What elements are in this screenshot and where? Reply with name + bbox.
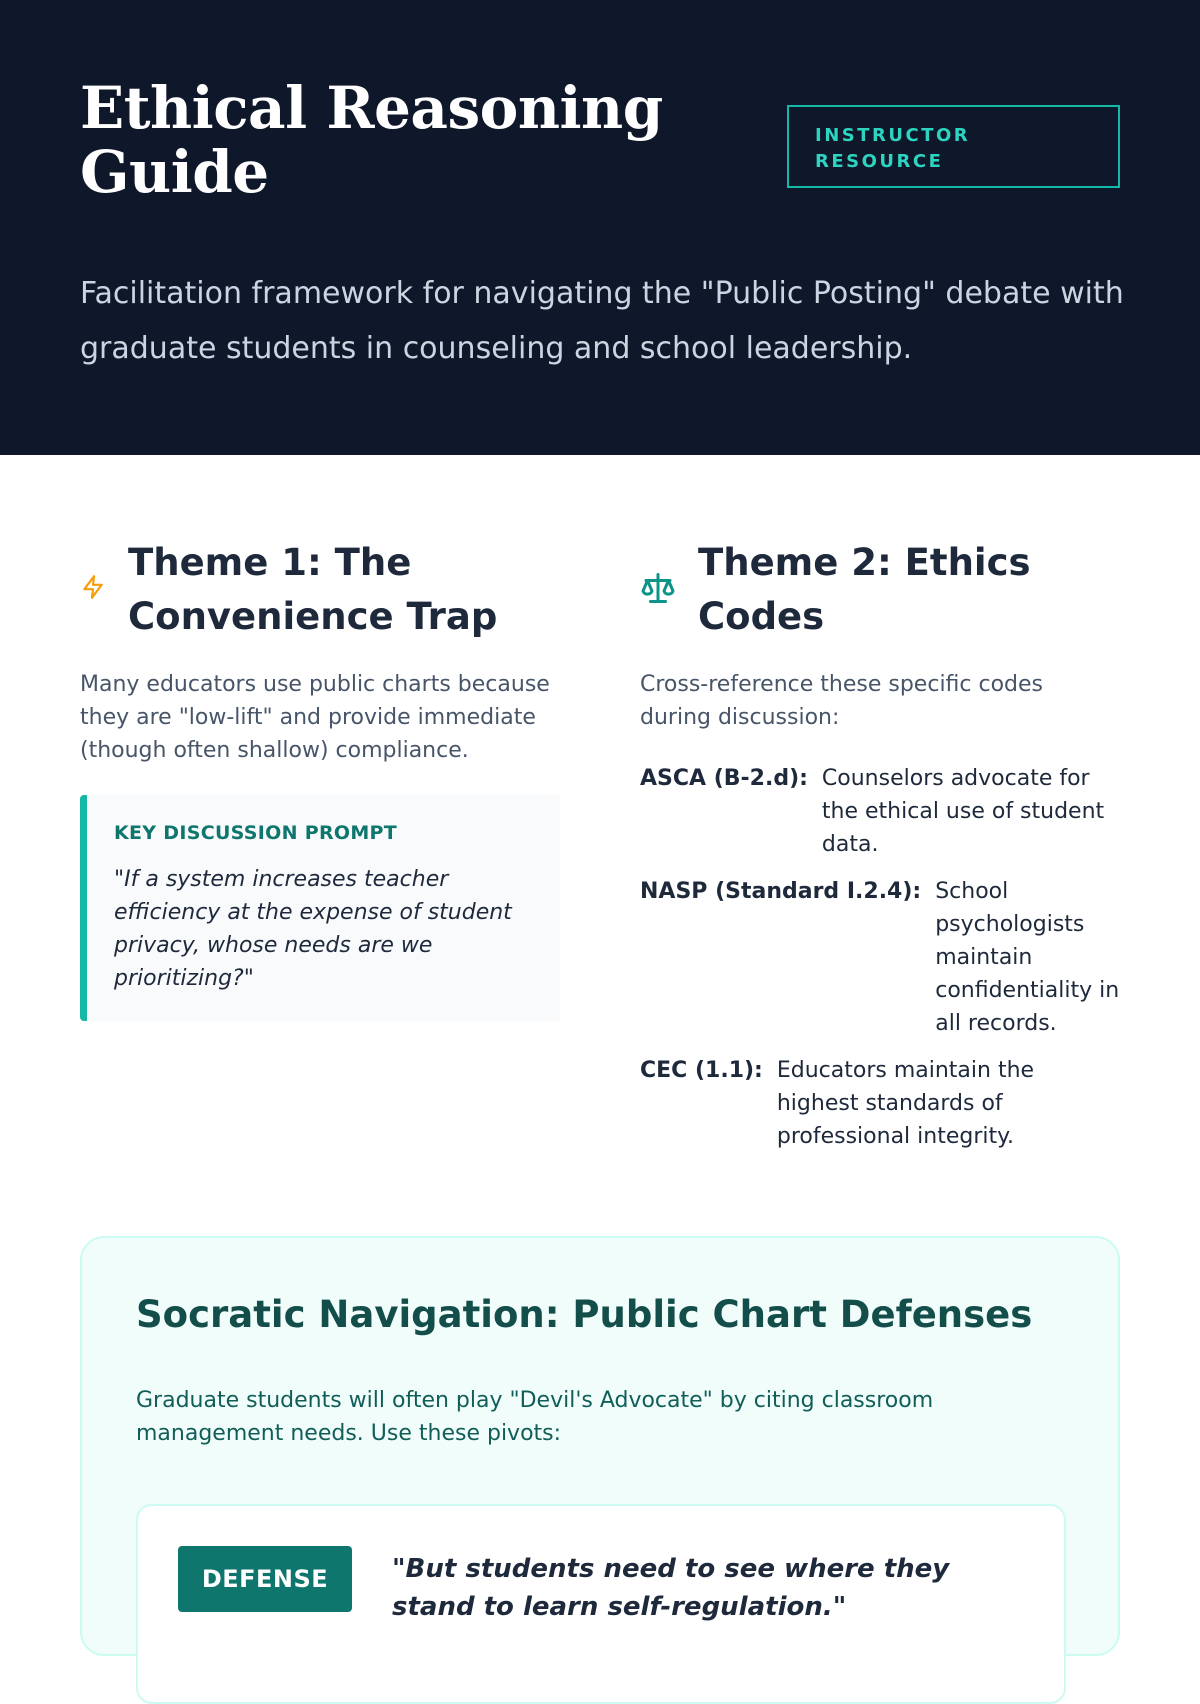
code-description: School psychologists maintain confidentiality in all records.: [935, 879, 1120, 1036]
theme-2-description: Cross-reference these specific codes during discussion:: [640, 672, 1044, 730]
code-row-asca: [640, 762, 1120, 861]
code-description: Counselors advocate for the ethical use of student data.: [821, 766, 1105, 857]
socratic-navigation-section: [80, 1236, 1120, 1656]
theme-1-description: Many educators use public charts because they are "low-lift" and provide immediate (though often shallow) compliance.: [80, 672, 550, 763]
defense-quote: "But students need to see where they stand to learn self-regulation.": [392, 1554, 950, 1622]
theme-1-section: [80, 536, 560, 991]
lightning-icon: [80, 574, 106, 600]
defense-tag: DEFENSE: [178, 1546, 352, 1612]
prompt-quote: "If a system increases teacher efficiency at the expense of student privacy, whose needs are we prioritizing?": [114, 867, 512, 991]
code-row-nasp: [640, 875, 1120, 1040]
key-discussion-prompt: [80, 795, 560, 1021]
theme-2-title: Theme 2: Ethics Codes: [698, 541, 1031, 638]
scale-icon: [640, 570, 676, 606]
theme-2-section: [640, 536, 1120, 1149]
prompt-label: KEY DISCUSSION PROMPT: [114, 822, 398, 844]
socratic-title: Socratic Navigation: Public Chart Defenses: [136, 1293, 1033, 1336]
socratic-intro: Graduate students will often play "Devil's Advocate" by citing classroom management needs. Use these pivots:: [136, 1388, 934, 1446]
defense-card: [136, 1504, 1066, 1704]
code-key: ASCA (B-2.d):: [640, 766, 808, 791]
theme-1-header: [80, 536, 560, 646]
theme-2-header: [640, 536, 1120, 646]
code-description: Educators maintain the highest standards of professional integrity.: [776, 1058, 1035, 1149]
page-header: [0, 0, 1200, 455]
ethics-codes-list: [640, 762, 1120, 1167]
page-title: Ethical Reasoning Guide: [80, 74, 663, 206]
code-key: CEC (1.1):: [640, 1058, 763, 1083]
code-row-cec: [640, 1054, 1120, 1153]
instructor-resource-badge: INSTRUCTOR RESOURCE: [787, 105, 1120, 188]
theme-1-title: Theme 1: The Convenience Trap: [128, 541, 498, 638]
page-subtitle: Facilitation framework for navigating the "Public Posting" debate with graduate students in counseling and school leadership.: [80, 276, 1124, 366]
code-key: NASP (Standard I.2.4):: [640, 879, 922, 904]
